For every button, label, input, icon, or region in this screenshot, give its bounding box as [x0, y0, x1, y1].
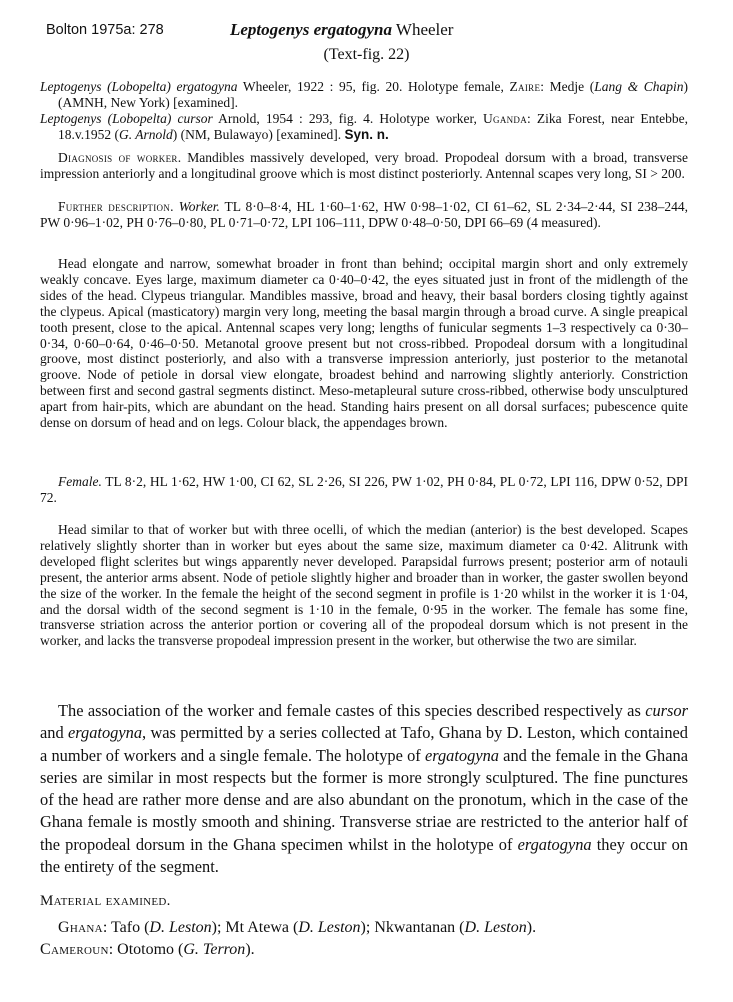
diagnosis-label: Diagnosis of worker. — [58, 150, 182, 165]
synonymy-text: : Zika Forest, near Entebbe, 18.v.1952 ( — [58, 110, 689, 142]
worker-measurements — [40, 199, 688, 231]
material-text: ); Mt Atewa ( — [211, 919, 299, 936]
taxon-name: cursor — [645, 701, 688, 720]
species-title — [230, 20, 453, 40]
collector-name: D. Leston — [298, 919, 361, 936]
collector-name: Lang & Chapin — [594, 79, 684, 94]
synonymy-text: Wheeler, 1922 : 95, fig. 20. Holotype female, — [237, 79, 510, 94]
diagnosis-text: Mandibles massively developed, very broad. Propodeal dorsum with a broad, transverse impression anteriorly and a longitudinal groove which is most distinct posteriorly. Antennal scapes very long, SI > 200. — [40, 150, 688, 181]
material-line-ghana — [40, 917, 700, 939]
material-line-cameroun — [40, 939, 700, 961]
collector-name: D. Leston — [464, 919, 527, 936]
taxon-name: ergatogyna — [67, 723, 143, 743]
citation: Bolton 1975a: 278 — [46, 22, 164, 38]
material-text: : Tafo ( — [102, 919, 150, 936]
material-text: ); Nkwantanan ( — [360, 919, 465, 936]
synonymy-list — [40, 79, 688, 143]
collector-name: G. Arnold — [119, 126, 173, 142]
synonymy-text: : Medje ( — [540, 79, 595, 94]
synonymy-entry — [40, 79, 688, 111]
species-name: Leptogenys ergatogyna — [230, 20, 392, 39]
country-name: Cameroun — [40, 941, 109, 958]
female-label: Female. — [58, 474, 102, 489]
taxon-name: ergatogyna — [517, 834, 592, 854]
synonymy-text: ) (AMNH, New York) [examined]. — [58, 79, 688, 110]
material-examined-heading: Material examined. — [40, 893, 171, 909]
female-description-text: Head similar to that of worker but with three ocelli, of which the median (anterior) is the best developed. Scapes relatively slightly shorter than in worker but eyes about the same size, maximum diameter ca 0·42. Alitrunk with developed flight sclerites but wings apparently never developed. Parapsidal furrows present; posterior arm of notauli present, the anterior arms absent. Node of petiole slightly higher and broader than in worker, the gaster swollen beyond the size of the worker. In the female the height of the second segment in profile is 1·20 whilst in the worker it is 1·04, and the dorsal width of the second segment is 1·10 in the female, 0·95 in the worker. The female has some fine, transverse striation across the anterior portion or covering all of the propodeal dorsum which is not present in the worker, and lacks the transverse propodeal impression present in the worker, but otherwise the two are similar. — [40, 522, 688, 649]
country-name: Zaire — [509, 79, 541, 94]
description-label: Further description. — [58, 199, 174, 214]
association-paragraph — [40, 700, 688, 878]
association-text: The association of the worker and female castes of this species described respectively as — [58, 701, 646, 720]
diagnosis-paragraph — [40, 150, 688, 182]
material-examined-list — [40, 917, 700, 961]
head-description-text: Head elongate and narrow, somewhat broader in front than behind; occipital margin short and only extremely weakly concave. Eyes large, maximum diameter ca 0·40–0·42, the eyes situated just in front of the midlength of the sides of the head. Clypeus triangular. Mandibles massive, broad and heavy, their basal borders closing tightly against the clypeus. Apical (masticatory) margin very long, meeting the basal margin through a broad curve. A single preapical tooth present, close to the apical. Antennal scapes very long; lengths of funicular segments 1–3 respectively ca 0·30–0·34, 0·60–0·64, 0·46–0·50. Metanotal groove present but not cross-ribbed. Propodeal dorsum with a longitudinal groove, most distinct posteriorly, and also with a transverse impression anteriorly, just posterior to the metanotal groove. Node of petiole in dorsal view elongate, broadest behind and narrowing slightly anteriorly. Constriction between first and second gastral segments distinct. Meso-metapleural suture cross-ribbed, otherwise body unsculptured apart from hair-pits, which are abundant on the head. Standing hairs present on all dorsal surfaces; pubescence quite dense on dorsum of head and on legs. Colour black, the appendages brown. — [40, 256, 688, 431]
material-text: : Ototomo ( — [108, 941, 184, 958]
taxon-name: Leptogenys (Lobopelta) ergatogyna — [40, 79, 238, 94]
synonymy-text: Arnold, 1954 : 293, fig. 4. Holotype worker, — [212, 110, 483, 126]
female-measurements — [40, 474, 688, 506]
species-author: Wheeler — [395, 20, 454, 39]
synonym-status: Syn. n. — [344, 126, 389, 142]
collector-name: G. Terron — [183, 941, 246, 958]
association-text: and — [40, 723, 68, 743]
association-text: and the female in the Ghana series are similar in most respects but the former is more strongly sculptured. The fine punctures of the head are rather more dense and are also abundant on the pronotum, which in the case of the Ghana female is mostly smooth and shining. Transverse striae are restricted to the anterior half of the propodeal dorsum in the Ghana specimen whilst in the holotype of — [40, 745, 688, 854]
taxon-name: ergatogyna — [424, 745, 499, 765]
collector-name: D. Leston — [149, 919, 212, 936]
taxon-name: Leptogenys (Lobopelta) cursor — [40, 110, 213, 126]
female-measurement-text: TL 8·2, HL 1·62, HW 1·00, CI 62, SL 2·26, SI 226, PW 1·02, PH 0·84, PL 0·72, LPI 116, DPW 0·52, DPI 72. — [40, 474, 688, 505]
head-description-paragraph — [40, 256, 688, 431]
synonymy-text: ) (NM, Bulawayo) [examined]. — [172, 126, 345, 142]
country-name: Uganda — [482, 110, 528, 126]
association-text: they occur on the entirety of the segment. — [40, 834, 688, 877]
worker-label: Worker. — [178, 199, 220, 214]
material-text: ). — [526, 919, 537, 936]
female-description-paragraph — [40, 522, 688, 649]
text-figure-reference: (Text-fig. 22) — [323, 46, 410, 63]
worker-measurement-text: TL 8·0–8·4, HL 1·60–1·62, HW 0·98–1·02, CI 61–62, SL 2·34–2·44, SI 238–244, PW 0·96–1·02, PH 0·76–0·80, PL 0·71–0·72, LPI 106–111, DPW 0·48–0·50, DPI 66–69 (4 measured). — [40, 199, 688, 230]
material-text: ). — [245, 941, 255, 958]
synonymy-entry — [40, 111, 688, 143]
association-text: , was permitted by a series collected at Tafo, Ghana by D. Leston, which contained a number of workers and a single female. The holotype of — [40, 723, 688, 765]
country-name: Ghana — [58, 919, 103, 936]
page-header — [0, 22, 733, 42]
